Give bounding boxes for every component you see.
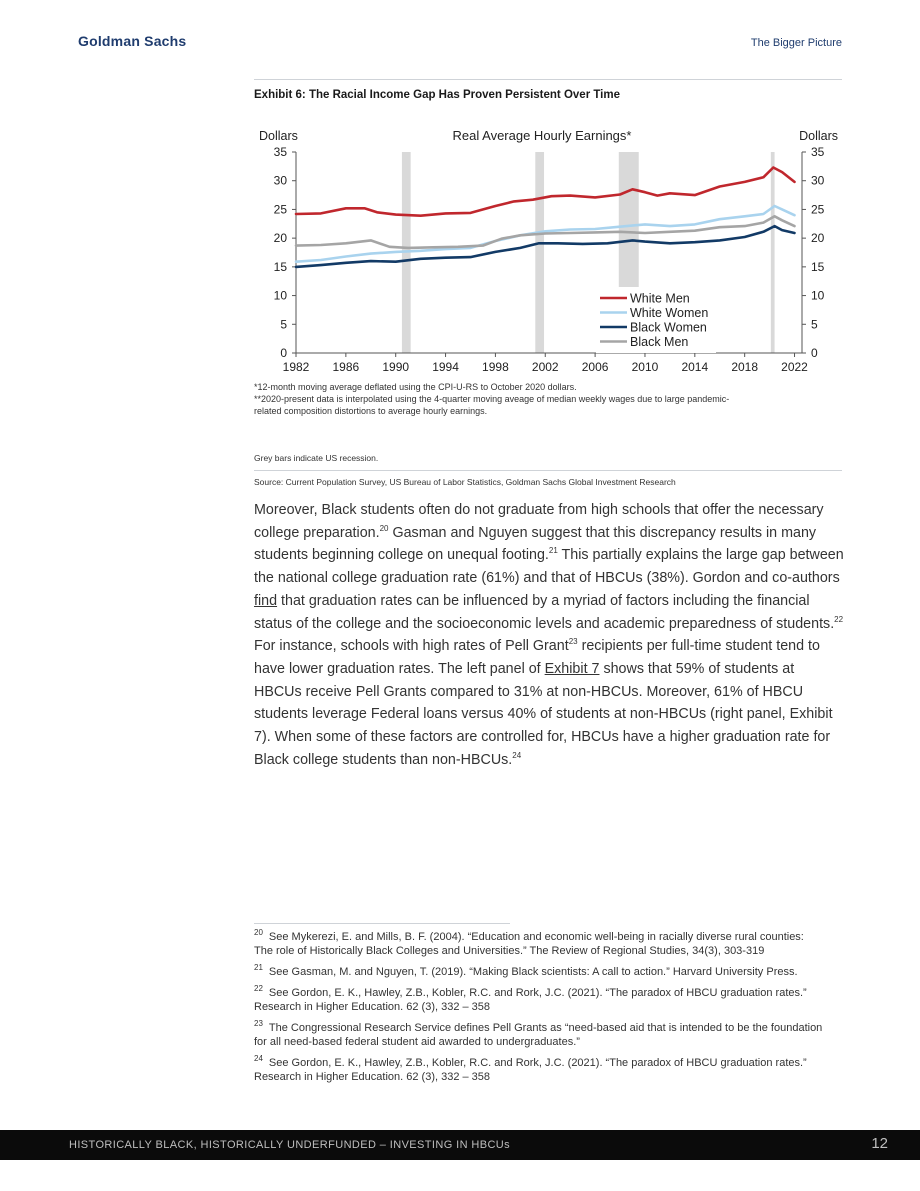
footnote: $^{21}$ See Gasman, M. and Nguyen, T. (2019). “Making Black scientists: A call to action.” Harvard University Press. [254, 963, 798, 978]
footnote-divider [254, 923, 510, 924]
brand-logo-text: Goldman Sachs [78, 33, 187, 49]
y-tick-label-right: 10 [811, 288, 825, 303]
legend-label: Black Women [630, 320, 707, 335]
x-tick-label: 2010 [631, 360, 659, 374]
series-line-white-men [296, 168, 795, 216]
chart-note-1: *12-month moving average deflated using the CPI-U-RS to October 2020 dollars. [254, 382, 577, 392]
recession-bar [771, 152, 775, 353]
exhibit-title: Exhibit 6: The Racial Income Gap Has Proven Persistent Over Time [254, 89, 621, 101]
x-tick-label: 1994 [432, 360, 459, 374]
body-paragraph: Moreover, Black students often do not graduate from high schools that offer the necessary college preparation.$^{20}$ Gasman and Nguyen suggest that this discrepancy results in many students beginning college on unequal footing.$^{21}$ This partially explains the large gap between the national college graduation rate (61%) and that of HBCUs (38%). Gordon and co-authors find that graduation rates can be influenced by a myriad of factors including the financial status of the college and the socioeconomic levels and academic preparedness of students.$^{22}$ For instance, schools with high rates of Pell Grant$^{23}$ recipients per full-time student tend to have lower graduation rates. The left panel of Exhibit 7 shows that 59% of students at HBCUs receive Pell Grants compared to 31% at non-HBCUs. Moreover, 61% of HBCU students leverage Federal loans versus 40% of students at non-HBCUs (right panel, Exhibit 7). When some of these factors are controlled for, HBCUs have a higher graduation rate for Black college students than non-HBCUs.$^{24}$ [254, 502, 844, 768]
source-divider [254, 470, 842, 471]
recession-bar [535, 152, 544, 353]
legend-label: White Women [630, 306, 709, 320]
y-tick-label-left: 15 [273, 259, 287, 274]
y-tick-label-left: 20 [273, 231, 287, 246]
y-tick-label-left: 25 [273, 202, 287, 217]
section-title: The Bigger Picture [750, 37, 842, 49]
legend-label: White Men [630, 291, 690, 306]
recession-note: Grey bars indicate US recession. [254, 453, 379, 463]
y-tick-label-right: 0 [811, 346, 818, 360]
footnotes [254, 930, 824, 1091]
legend-label: Black Men [630, 335, 689, 349]
y-axis-label-right: Dollars [799, 129, 838, 143]
footnote: $^{24}$ See Gordon, E. K., Hawley, Z.B., Kobler, R.C. and Rork, J.C. (2021). “The paradox of HBCU graduation rates.” Research in Higher Education. 62 (3), 332 – 358 [254, 1054, 807, 1083]
page-number: 12 [871, 1135, 888, 1152]
x-tick-label: 2022 [781, 360, 808, 374]
x-tick-label: 2018 [731, 360, 759, 374]
y-tick-label-left: 35 [273, 145, 287, 159]
y-tick-label-left: 0 [280, 346, 287, 360]
footnote: $^{20}$ See Mykerezi, E. and Mills, B. F. (2004). “Education and economic well-being in racially diverse rural counties: The role of Historically Black Colleges and Universities.” The Review of Regional Studies, 34(3), 303-319 [254, 928, 804, 957]
x-tick-label: 2006 [581, 360, 609, 374]
footnote: $^{23}$ The Congressional Research Service defines Pell Grants as “need-based aid that is intended to be the foundation for all need-based federal student aid awarded to undergraduates.” [254, 1019, 823, 1048]
source-line: Source: Current Population Survey, US Bureau of Labor Statistics, Goldman Sachs Global Investment Research [254, 477, 676, 487]
footnote-ref-24[interactable]: 24 [512, 750, 522, 760]
footnote-ref-21[interactable]: 21 [548, 546, 558, 556]
y-tick-label-left: 30 [273, 173, 287, 188]
top-divider [254, 79, 842, 80]
footer-title: HISTORICALLY BLACK, HISTORICALLY UNDERFUNDED – INVESTING IN HBCUs [69, 1139, 511, 1151]
x-tick-label: 2014 [681, 360, 709, 374]
y-tick-label-right: 5 [811, 317, 818, 332]
y-tick-label-right: 25 [811, 202, 825, 217]
y-tick-label-right: 35 [811, 145, 825, 159]
footnote-ref-20[interactable]: 20 [379, 523, 389, 533]
x-tick-label: 1982 [282, 360, 310, 374]
x-tick-label: 1998 [482, 360, 509, 374]
find-link[interactable]: find [254, 592, 278, 609]
y-tick-label-left: 10 [273, 288, 287, 303]
footnote-ref-22[interactable]: 22 [834, 614, 844, 624]
x-tick-label: 1986 [332, 360, 360, 374]
chart-note-3: related composition distortions to average hourly earnings. [254, 406, 488, 416]
footer-bar [0, 1130, 920, 1160]
x-tick-label: 2002 [531, 360, 559, 374]
chart-note-2: **2020-present data is interpolated using the 4-quarter moving aveage of median weekly wages due to large pandemic- [254, 394, 730, 404]
y-tick-label-left: 5 [280, 317, 287, 332]
footnote: $^{22}$ See Gordon, E. K., Hawley, Z.B., Kobler, R.C. and Rork, J.C. (2021). “The paradox of HBCU graduation rates.” Research in Higher Education. 62 (3), 332 – 358 [254, 984, 807, 1013]
footnote-ref-23[interactable]: 23 [568, 637, 578, 647]
y-tick-label-right: 20 [811, 231, 825, 246]
exhibit-7-link[interactable]: Exhibit 7 [544, 660, 600, 677]
y-tick-label-right: 30 [811, 173, 825, 188]
y-axis-label-left: Dollars [259, 129, 298, 143]
y-tick-label-right: 15 [811, 259, 825, 274]
chart-title: Real Average Hourly Earnings* [452, 128, 632, 143]
x-tick-label: 1990 [382, 360, 410, 374]
